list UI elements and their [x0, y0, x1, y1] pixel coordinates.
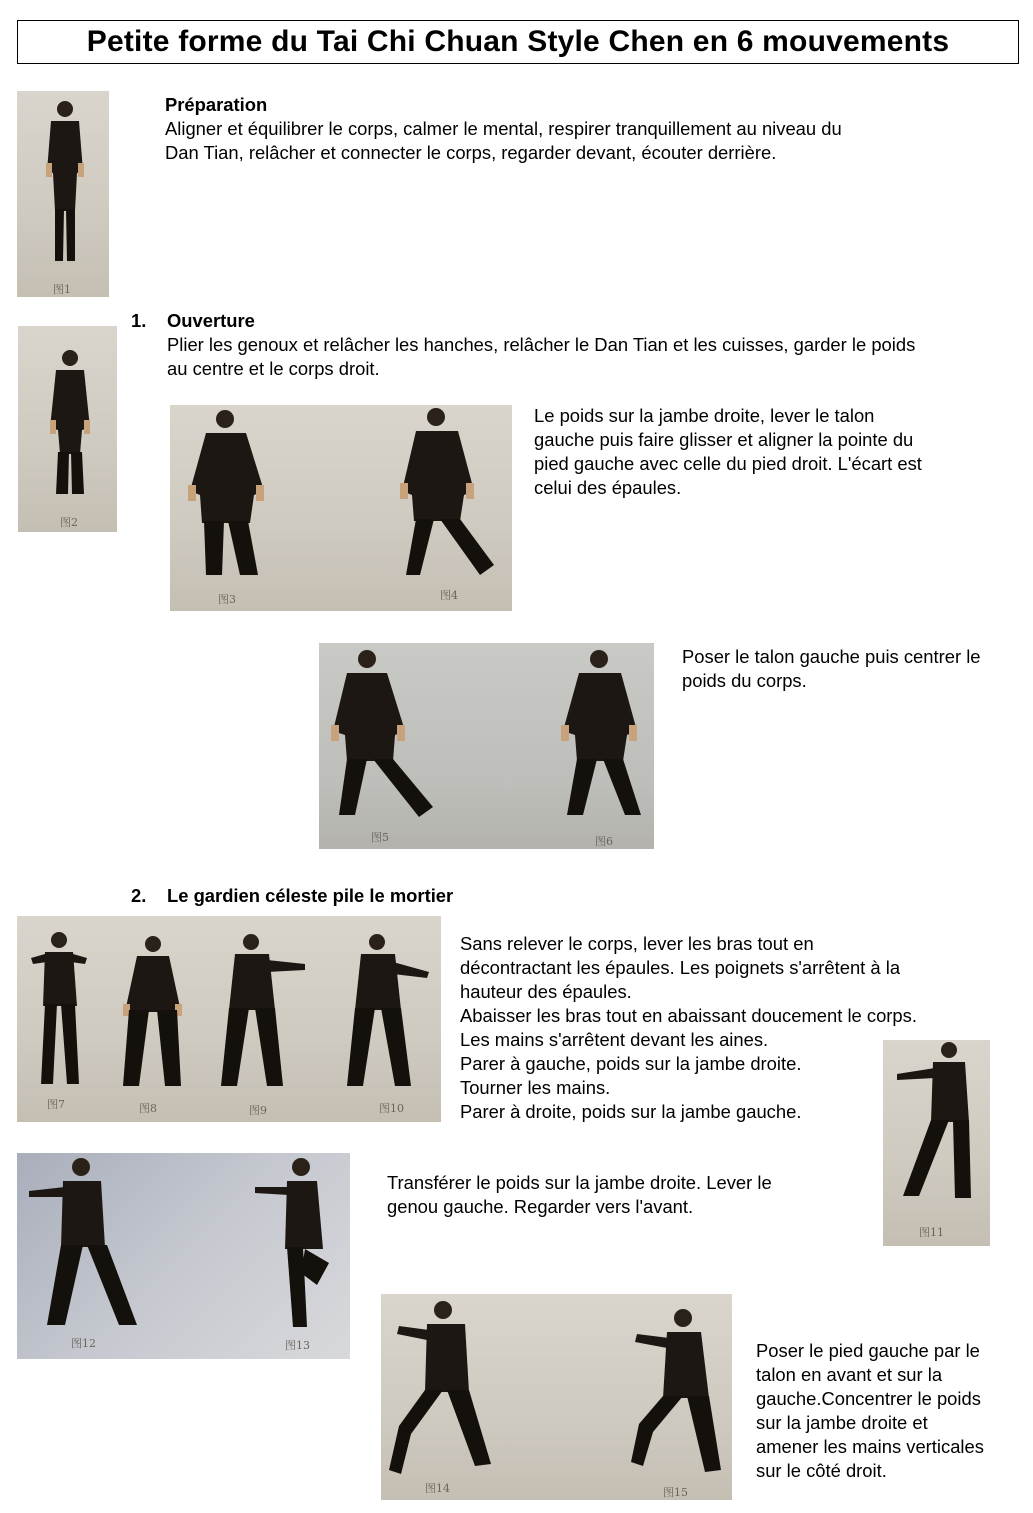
page-title-text: Petite forme du Tai Chi Chuan Style Chen en 6 mouvements [86, 25, 950, 58]
figure-caption: 图13 [285, 1339, 310, 1352]
figure-caption: 图6 [595, 835, 613, 848]
section2-heading: Le gardien céleste pile le mortier [167, 885, 454, 906]
page-title [17, 20, 1019, 64]
section1-number: 1. [131, 310, 147, 331]
figure-caption: 图15 [663, 1486, 688, 1499]
figure-caption: 图7 [47, 1098, 65, 1111]
figure-caption: 图8 [139, 1102, 157, 1115]
figure-parry [883, 1040, 990, 1246]
figure-photo-11 [883, 1040, 990, 1246]
figure-caption: 图14 [425, 1482, 450, 1495]
standing-figure [18, 326, 117, 532]
two-figures-low-stance [381, 1294, 732, 1500]
two-figures-stance [170, 405, 512, 611]
figure-photo-14-15 [381, 1294, 732, 1500]
section1-intro: Plier les genoux et relâcher les hanches, relâcher le Dan Tian et les cuisses, garder le poids au centre et le corps droit. [167, 334, 916, 379]
figure-photo-3-4 [170, 405, 512, 611]
figure-photo-7-10 [17, 916, 441, 1122]
two-figures-stance [319, 643, 654, 849]
figure-caption: 图10 [379, 1102, 404, 1115]
section2-step-b-text: Transférer le poids sur la jambe droite. Lever le genou gauche. Regarder vers l'avant. [387, 1172, 772, 1217]
section2-step-c-text: Poser le pied gauche par le talon en avant et sur la gauche.Concentrer le poids sur la jambe droite et amener les mains verticales sur le côté droit. [756, 1340, 984, 1481]
preparation-heading: Préparation [165, 94, 268, 115]
section1-step-a-text: Le poids sur la jambe droite, lever le talon gauche puis faire glisser et aligner la pointe du pied gauche avec celle du pied droit. L'écart est celui des épaules. [534, 405, 922, 498]
section1-heading: Ouverture [167, 310, 255, 331]
figure-caption: 图1 [53, 283, 71, 296]
figure-photo-5-6 [319, 643, 654, 849]
figure-caption: 图12 [71, 1337, 96, 1350]
figure-photo-2 [18, 326, 117, 532]
preparation-text: Aligner et équilibrer le corps, calmer le mental, respirer tranquillement au niveau du Dan Tian, relâcher et connecter le corps, regarder devant, écouter derrière. [165, 118, 842, 163]
figure-caption: 图3 [218, 593, 236, 606]
section2-step-a-text: Sans relever le corps, lever les bras tout en décontractant les épaules. Les poignets s'arrêtent à la hauteur des épaules. Abaisser les bras tout en abaissant doucement le corps. Les mains s'arrêtent devant les aines. Parer à gauche, poids sur la jambe droite. Tourner les mains. Parer à droite, poids sur la jambe gauche. [460, 933, 917, 1122]
figure-caption: 图5 [371, 831, 389, 844]
figure-caption: 图2 [60, 516, 78, 529]
two-figures-knee-raise [17, 1153, 350, 1359]
figure-caption: 图4 [440, 589, 458, 602]
standing-figure [17, 91, 109, 297]
figure-photo-1 [17, 91, 109, 297]
section1-step-b-text: Poser le talon gauche puis centrer le poids du corps. [682, 646, 981, 691]
figure-photo-12-13 [17, 1153, 350, 1359]
four-figures-sequence [17, 916, 441, 1122]
section2-number: 2. [131, 885, 147, 906]
figure-caption: 图11 [919, 1226, 944, 1239]
figure-caption: 图9 [249, 1104, 267, 1117]
